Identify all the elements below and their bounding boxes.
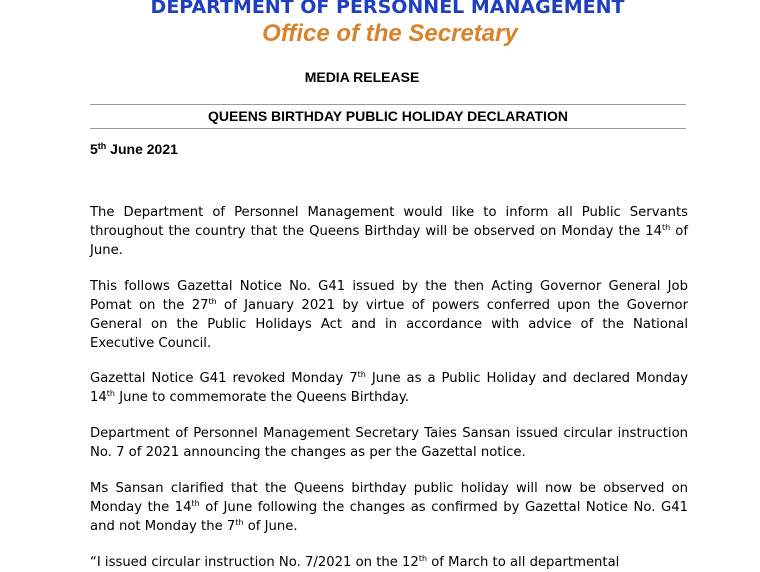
p1-text-a: The Department of Personnel Management would like to inform all Public Servants throughout the country that the Queens Birthday will be observed on Monday the 14	[90, 205, 688, 239]
date-suffix: th	[97, 141, 107, 151]
body-paragraph-4	[90, 424, 688, 462]
release-date	[90, 141, 178, 157]
headline-top-rule	[90, 104, 686, 105]
office-heading: Office of the Secretary	[262, 20, 518, 47]
p3-sup-2: th	[106, 389, 115, 398]
department-heading: DEPARTMENT OF PERSONNEL MANAGEMENT	[150, 0, 625, 18]
p6-sup-1: th	[418, 554, 428, 563]
p5-text-c: of June.	[243, 519, 298, 534]
p5-sup-2: th	[235, 518, 244, 527]
p6-text-a: “I issued circular instruction No. 7/2021 on the 12	[90, 555, 419, 570]
date-rest: June 2021	[106, 141, 178, 157]
p3-text-c: June to commemorate the Queens Birthday.	[115, 390, 409, 405]
body-paragraph-6	[90, 553, 688, 572]
p2-text-a: This follows Gazettal Notice No. G41 issued by the then Acting Governor General Job Pomat on the 27	[90, 279, 688, 313]
media-release-label: MEDIA RELEASE	[304, 69, 420, 85]
p5-text-a: Ms Sansan clarified that the Queens birthday public holiday will now be observed on Monday the 14	[90, 481, 688, 515]
p1-sup-1: th	[662, 223, 671, 232]
headline-bottom-rule	[90, 128, 686, 129]
p2-sup-1: th	[208, 297, 217, 306]
body-paragraph-2	[90, 277, 688, 353]
body-paragraph-1	[90, 203, 688, 260]
p4-text-a: Department of Personnel Management Secretary Taies Sansan issued circular instruction No. 7 of 2021 announcing the changes as per the Gazettal notice.	[90, 426, 688, 460]
body-paragraph-3	[90, 369, 688, 407]
p2-text-b: of January 2021 by virtue of powers conferred upon the Governor General on the Public Holidays Act and in accordance with advice of the National Executive Council.	[90, 298, 688, 351]
body-paragraph-5	[90, 479, 688, 536]
date-day: 5	[90, 141, 98, 157]
p3-text-b: June as a Public Holiday and declared Monday 14	[90, 371, 688, 405]
p5-text-b: of June following the changes as confirmed by Gazettal Notice No. G41 and not Monday the 7	[90, 500, 688, 534]
p6-text-b: of March to all departmental	[427, 555, 620, 570]
p3-text-a: Gazettal Notice G41 revoked Monday 7	[90, 371, 358, 386]
p3-sup-1: th	[357, 370, 366, 379]
p5-sup-1: th	[191, 499, 200, 508]
p1-text-b: of June.	[90, 224, 688, 258]
release-headline: QUEENS BIRTHDAY PUBLIC HOLIDAY DECLARATION	[208, 108, 568, 124]
